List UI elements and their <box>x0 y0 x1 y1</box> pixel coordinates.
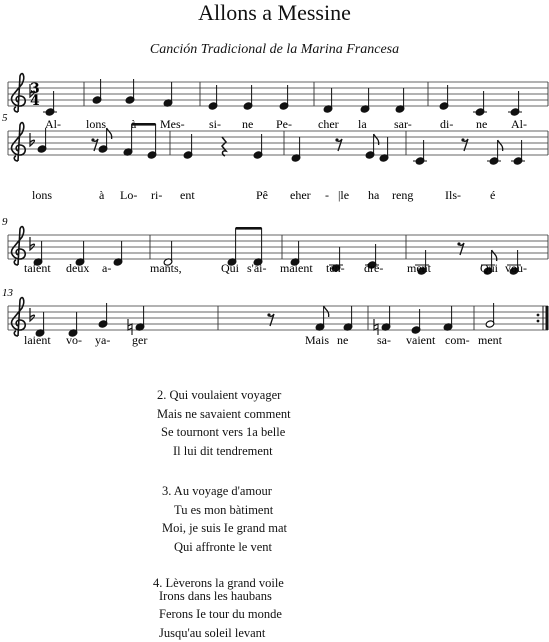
eighth-rest-dot <box>267 313 270 316</box>
stanza-line: Qui affronte le vent <box>162 538 287 557</box>
lyric-syllable: maient <box>280 261 313 275</box>
lyric-syllable: ya- <box>95 333 110 347</box>
lyric-syllable: lons <box>32 188 52 202</box>
lyric-syllable: Mais <box>305 333 329 347</box>
lyric-syllable: ne <box>476 117 487 131</box>
lyric-syllable: ri- <box>151 188 162 202</box>
measure-number: 9 <box>2 216 8 228</box>
stanza-line: Se tournont vers 1a belle <box>157 423 291 442</box>
repeat-dot <box>537 320 540 323</box>
lyric-syllable: ment <box>407 261 432 275</box>
lyric-syllable: si- <box>209 117 221 131</box>
stanza-line: Jusqu'au soleil levant <box>153 624 284 642</box>
lyric-syllable: Mes- <box>160 117 185 131</box>
stanza-line: Mais ne savaient comment <box>157 405 291 424</box>
lyric-syllable: deux <box>66 261 89 275</box>
lyric-syllable: Pê <box>256 188 268 202</box>
lyric-syllable: sar- <box>394 117 412 131</box>
lyric-syllable: mants, <box>150 261 182 275</box>
lyric-syllable: laient <box>24 333 51 347</box>
final-barline-thick <box>546 306 549 330</box>
lyric-syllable: vou- <box>505 261 527 275</box>
measure-number: 13 <box>2 287 14 299</box>
stanza-line: 2. Qui voulaient voyager <box>157 386 291 405</box>
stanza-4 <box>153 574 284 642</box>
staff-system <box>2 112 548 202</box>
lyric-syllable: Al- <box>45 117 61 131</box>
eighth-rest-dot <box>91 138 94 141</box>
lyric-syllable: la <box>358 117 367 131</box>
lyric-syllable: reng <box>392 188 413 202</box>
lyric-syllable: eher <box>290 188 311 202</box>
lyric-syllable: dre- <box>364 261 383 275</box>
time-signature-bottom: 4 <box>30 93 40 109</box>
lyric-syllable: sa- <box>377 333 391 347</box>
lyric-syllable: ne <box>337 333 348 347</box>
lyric-syllable: ent <box>180 188 195 202</box>
eighth-rest-dot <box>461 138 464 141</box>
staff-system <box>2 287 549 347</box>
lyric-syllable: ne <box>242 117 253 131</box>
lyric-syllable: cher <box>318 117 339 131</box>
lyric-syllable: Al- <box>511 117 527 131</box>
lyric-syllable: |le <box>338 188 349 202</box>
stanza-line: 4. Lèverons la grand voile <box>153 574 284 593</box>
lyric-syllable: ment <box>478 333 503 347</box>
lyric-syllable: a- <box>102 261 111 275</box>
repeat-dot <box>537 314 540 317</box>
quarter-rest <box>222 137 226 156</box>
stanza-line: Moi, je suis Ie grand mat <box>162 519 287 538</box>
key-signature-flat <box>30 237 35 250</box>
key-signature-flat <box>30 308 35 321</box>
stanza-line: Tu es mon bàtiment <box>162 501 287 520</box>
lyric-syllable: s'ai- <box>247 261 267 275</box>
beam <box>236 227 262 230</box>
staff-system <box>8 74 548 131</box>
staff-system <box>2 216 548 275</box>
lyric-syllable: Qui <box>221 261 240 275</box>
stanza-3 <box>162 482 287 556</box>
song-title: Allons a Messine <box>0 0 549 26</box>
stanza-line: Il lui dit tendrement <box>157 442 291 461</box>
lyric-syllable: taient <box>24 261 51 275</box>
eighth-rest-dot <box>335 138 338 141</box>
stanza-2 <box>157 386 291 460</box>
lyric-syllable: é <box>490 188 495 202</box>
lyric-syllable: ten- <box>326 261 345 275</box>
lyric-syllable: ha <box>368 188 380 202</box>
eighth-rest-dot <box>457 242 460 245</box>
lyric-syllable: vaient <box>406 333 436 347</box>
beam <box>132 123 156 126</box>
lyric-syllable: com- <box>445 333 470 347</box>
lyric-syllable: ger <box>132 333 147 347</box>
stanza-line: Irons dans les haubans <box>153 587 284 606</box>
song-subtitle: Canción Tradicional de la Marina Francesa <box>0 42 549 58</box>
lyric-syllable: - <box>325 188 329 202</box>
lyric-syllable: vo- <box>66 333 82 347</box>
lyric-syllable: di- <box>440 117 453 131</box>
flag <box>324 306 329 317</box>
stanza-line: Ferons Ie tour du monde <box>153 605 284 624</box>
lyric-syllable: Qui <box>480 261 499 275</box>
lyric-syllable: Lo- <box>120 188 137 202</box>
lyric-syllable: à <box>99 188 105 202</box>
lyric-syllable: lons <box>86 117 106 131</box>
lyric-syllable: Pe- <box>276 117 292 131</box>
lyric-syllable: Ils- <box>445 188 461 202</box>
stanza-line: 3. Au voyage d'amour <box>162 482 287 501</box>
time-signature-top: 3 <box>30 81 40 97</box>
key-signature-flat <box>30 133 35 146</box>
measure-number: 5 <box>2 112 8 124</box>
